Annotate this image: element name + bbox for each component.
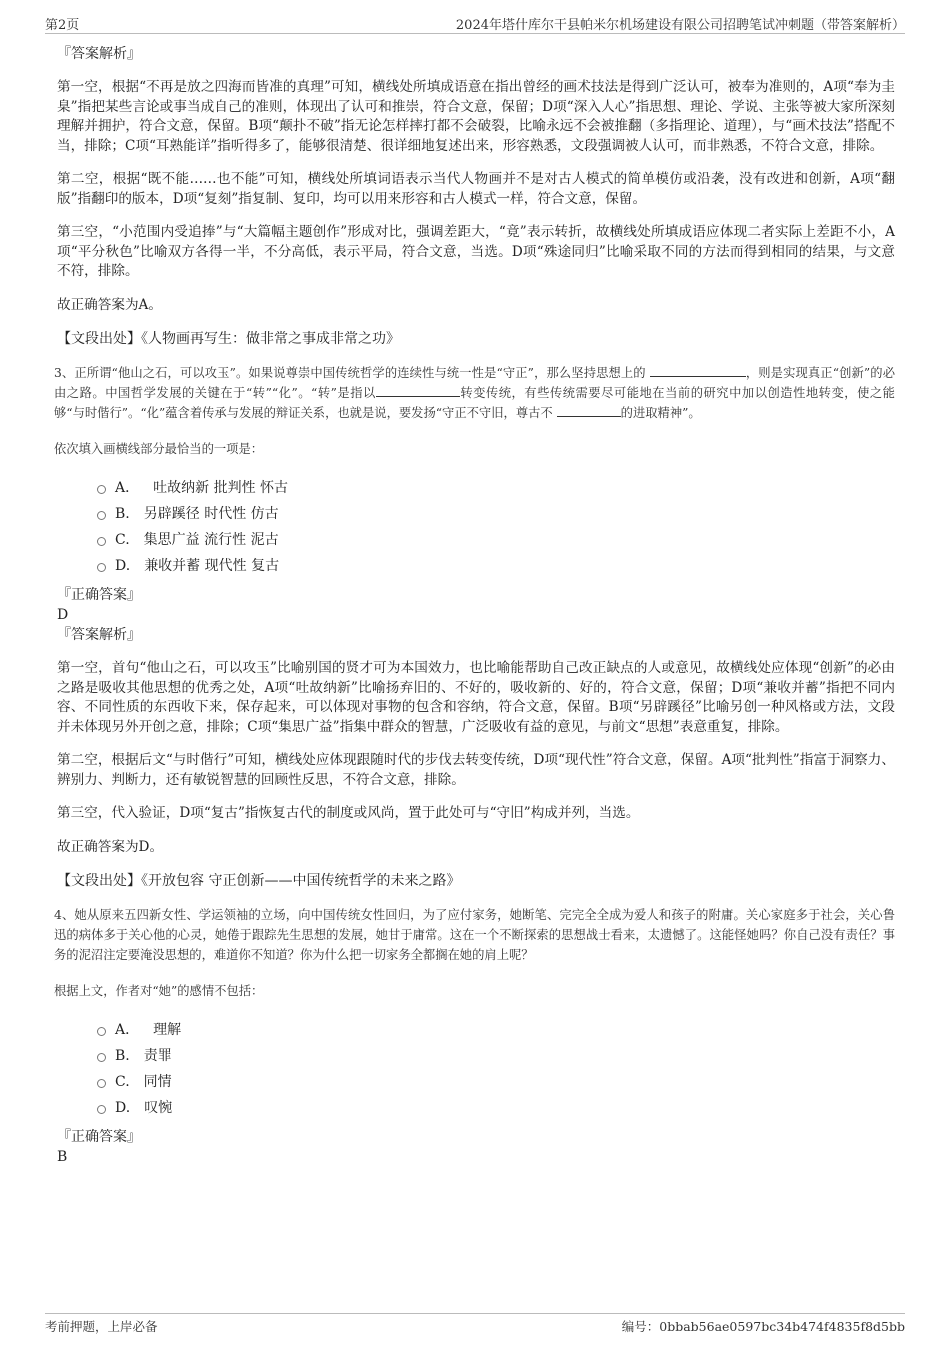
answer-analysis-label: 『答案解析』: [57, 46, 141, 62]
analysis-paragraph: 第三空，“小范围内受追捧”与“大篇幅主题创作”形成对比，强调差距大，“竟”表示转折，故横线处所填成语应体现二者实际上差距不小，A项“平分秋色”比喻双方各得一半，不分高低，表示平局，符合文意，当选。D项“殊途同归”比喻采取不同的方法而得到相同的结果，与文意不符，排除。: [57, 224, 895, 279]
analysis-paragraph: 第三空，代入验证，D项“复古”指恢复古代的制度或风尚，置于此处可与“守旧”构成并列，当选。: [57, 805, 640, 821]
option-a[interactable]: A． 吐故纳新 批判性 怀古: [97, 475, 895, 501]
page-footer: [45, 1313, 905, 1333]
question-4-stem: 4、她从原来五四新女性、学运领袖的立场，向中国传统女性回归，为了应付家务，她断笔、完完全全成为爱人和孩子的附庸。关心家庭多于社会，关心鲁迅的病体多于关心他的心灵，她倦于跟踪先生思想的发展，她甘于庸常。这在一个不断探索的思想战士看来，太遗憾了。这能怪她吗？你自己没有责任？事务的泥沼注定要淹没思想的，难道你不知道？你为什么把一切家务全都搁在她的肩上呢？: [54, 908, 895, 962]
footer-slogan: 考前押题，上岸必备: [45, 1319, 158, 1334]
radio-icon[interactable]: [97, 1079, 106, 1088]
radio-icon[interactable]: [97, 1105, 106, 1114]
passage-source: 【文段出处】《人物画再写生：做非常之事成非常之功》: [57, 331, 400, 347]
analysis-paragraph: 第一空，首句“他山之石，可以攻玉”比喻别国的贤才可为本国效力，也比喻能帮助自己改正缺点的人或意见，故横线处应体现“创新”的必由之路是吸收其他思想的优秀之处，A项“吐故纳新”比喻扬弃旧的、不好的，吸收新的、好的，符合文意，保留；D项“兼收并蓄”指把不同内容、不同性质的东西收下来，保存起来，可以体现对事物的包含和容纳，符合文意，保留。B项“另辟蹊径”比喻另创一种风格或方法，文段并未体现另外开创之意，排除；C项“集思广益”指集中群众的智慧，广泛吸收有益的意见，与前文“思想”表意重复，排除。: [57, 660, 895, 735]
correct-answer-label: 『正确答案』: [57, 1129, 141, 1145]
option-b[interactable]: B. 责罪: [97, 1043, 895, 1069]
document-title: 2024年塔什库尔干县帕米尔机场建设有限公司招聘笔试冲刺题（带答案解析）: [455, 18, 905, 33]
option-b[interactable]: B. 另辟蹊径 时代性 仿古: [97, 501, 895, 527]
option-d[interactable]: D. 兼收并蓄 现代性 复古: [97, 553, 895, 579]
page-number: 第2页: [45, 18, 80, 33]
page-header: [45, 14, 905, 34]
analysis-paragraph: 第二空，根据“既不能……也不能”可知，横线处所填词语表示当代人物画并不是对古人模式的简单模仿或沿袭，没有改进和创新，A项“翻版”指翻印的版本，D项“复刻”指复制、复印，均可以用来形容和古人模式一样，符合文意，保留。: [57, 171, 895, 207]
analysis-paragraph: 第一空，根据“不再是放之四海而皆准的真理”可知，横线处所填成语意在指出曾经的画术技法是得到广泛认可，被奉为准则的，A项“奉为圭臬”指把某些言论或事当成自己的准则，体现出了认可和推崇，符合文意，保留；D项“深入人心”指思想、理论、学说、主张等被大家所深刻理解并拥护，符合文意，保留。B项“颠扑不破”指无论怎样摔打都不会破裂，比喻永远不会被推翻（多指理论、道理），与“画术技法”搭配不当，排除；C项“耳熟能详”指听得多了，能够很清楚、很详细地复述出来，形容熟悉，文段强调被人认可，而非熟悉，不符合文意，排除。: [57, 79, 895, 154]
radio-icon[interactable]: [97, 485, 106, 494]
radio-icon[interactable]: [97, 563, 106, 572]
analysis-paragraph: 第二空，根据后文“与时偕行”可知，横线处应体现跟随时代的步伐去转变传统，D项“现代性”符合文意，保留。A项“批判性”指富于洞察力、辨别力、判断力，还有敏锐智慧的回顾性反思，不符合文意，排除。: [57, 752, 895, 788]
question-3-stem: 3、正所谓“他山之石，可以攻玉”。如果说尊崇中国传统哲学的连续性与统一性是“守正”，那么坚持思想上的 ，则是实现真正“创新”的必由之路。中国哲学发展的关键在于“转”“化”。“转”是指以 转变传统，有些传统需要尽可能地在当前的研究中加以创造性地转变，使之能够“与时偕行”。“化”蕴含着传承与发展的辩证关系，也就是说，要发扬“守正不守旧，尊古不 的进取精神”。: [54, 366, 895, 420]
question-4-prompt: 根据上文，作者对“她”的感情不包括：: [54, 984, 264, 998]
fill-blank: [376, 385, 460, 397]
analysis-conclusion: 故正确答案为A。: [57, 296, 162, 313]
option-c[interactable]: C. 同情: [97, 1069, 895, 1095]
fill-blank: [557, 405, 621, 417]
correct-answer: B: [57, 1149, 68, 1165]
correct-answer-label: 『正确答案』: [57, 587, 141, 603]
question-3-options: [97, 475, 895, 579]
correct-answer: D: [57, 607, 69, 623]
radio-icon[interactable]: [97, 537, 106, 546]
question-4-options: [97, 1017, 895, 1121]
question-3-prompt: 依次填入画横线部分最恰当的一项是：: [54, 442, 264, 456]
answer-analysis-label: 『答案解析』: [57, 627, 141, 643]
analysis-conclusion: 故正确答案为D。: [57, 838, 164, 855]
page-content: [54, 44, 895, 1167]
option-d[interactable]: D. 叹惋: [97, 1095, 895, 1121]
fill-blank: [650, 365, 746, 377]
radio-icon[interactable]: [97, 1053, 106, 1062]
radio-icon[interactable]: [97, 511, 106, 520]
option-a[interactable]: A． 理解: [97, 1017, 895, 1043]
radio-icon[interactable]: [97, 1027, 106, 1036]
document-id: 编号：0bbab56ae0597bc34b474f4835f8d5bb: [621, 1319, 905, 1334]
passage-source: 【文段出处】《开放包容 守正创新——中国传统哲学的未来之路》: [57, 873, 461, 889]
option-c[interactable]: C. 集思广益 流行性 泥古: [97, 527, 895, 553]
